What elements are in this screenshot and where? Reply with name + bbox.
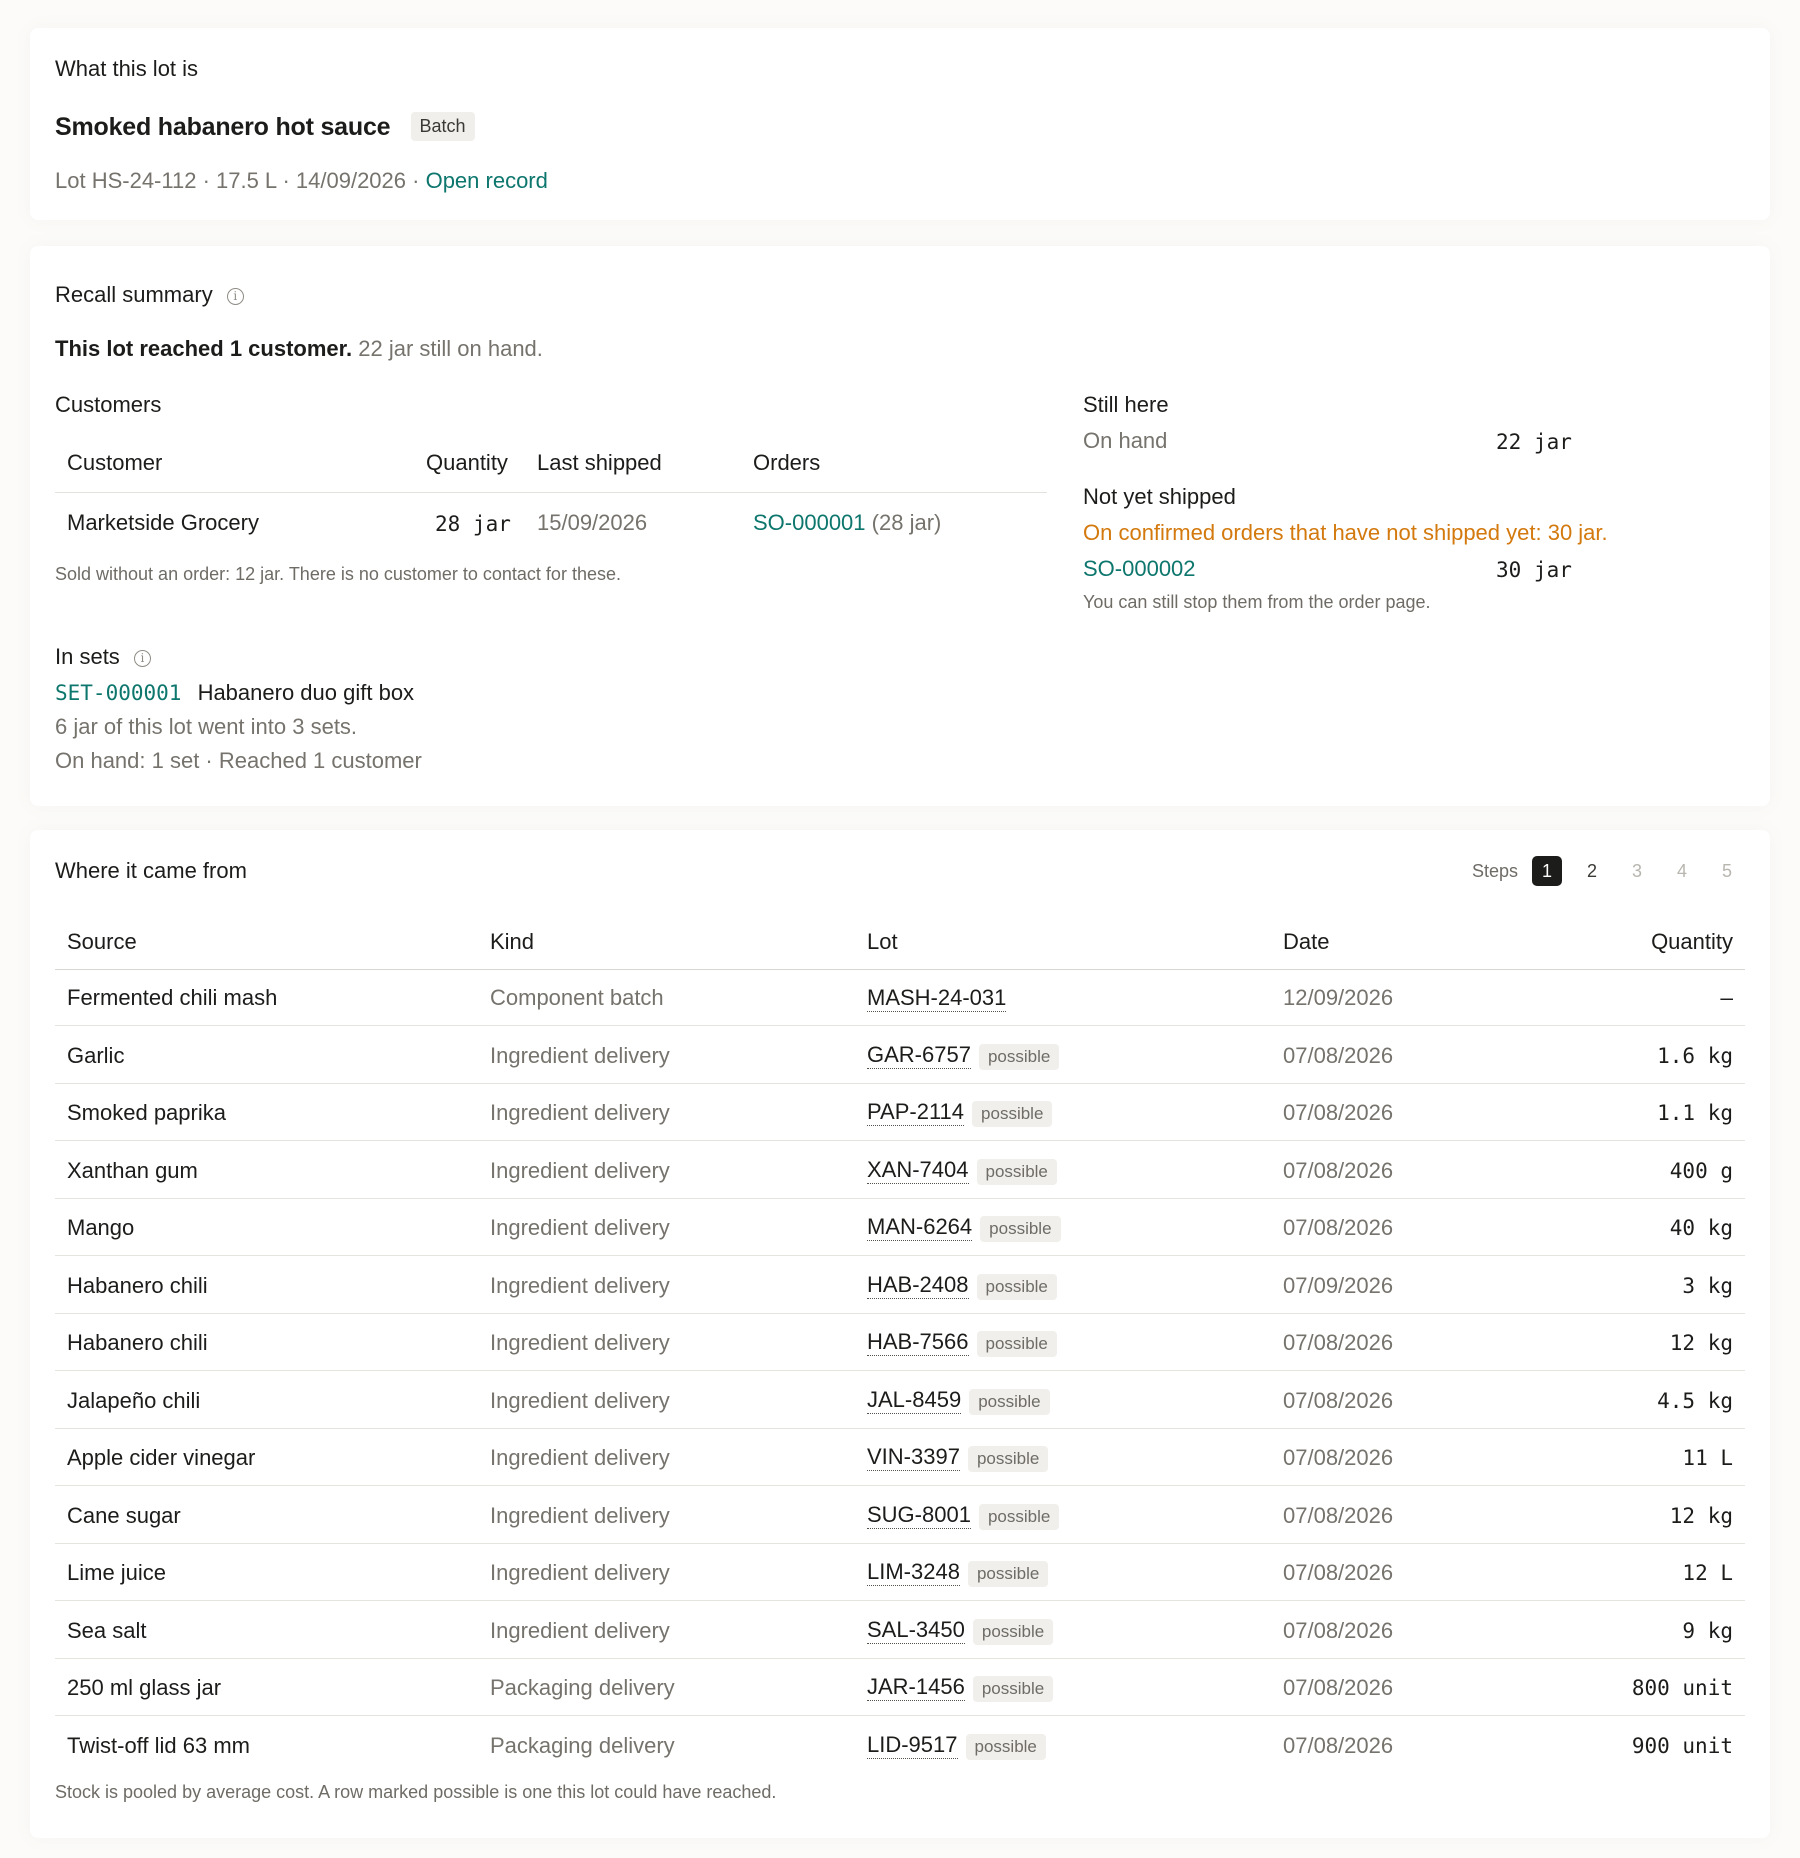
- possible-badge: possible: [980, 1216, 1060, 1242]
- source-kind: Ingredient delivery: [490, 1215, 670, 1240]
- source-name: Fermented chili mash: [67, 985, 278, 1010]
- source-lot-cell: [867, 1674, 1053, 1702]
- recall-heading: [55, 282, 244, 308]
- customer-name: Marketside Grocery: [67, 510, 259, 535]
- possible-badge: possible: [973, 1619, 1053, 1645]
- lot-meta: Lot HS-24-112 · 17.5 L · 14/09/2026 ·: [55, 168, 420, 193]
- steps-pager: [1472, 856, 1742, 886]
- table-row: [55, 1660, 1745, 1716]
- step-4[interactable]: 4: [1676, 861, 1687, 881]
- set-code-link[interactable]: SET-000001: [55, 681, 182, 705]
- lot-link[interactable]: LID-9517: [867, 1731, 958, 1757]
- step-3[interactable]: 3: [1631, 861, 1642, 881]
- order-link[interactable]: SO-000001: [753, 510, 866, 535]
- table-row: [55, 1603, 1745, 1659]
- source-date: 07/08/2026: [1283, 1157, 1394, 1183]
- col-quantity: Quantity: [426, 450, 508, 475]
- table-row: [55, 1488, 1745, 1544]
- recall-headline-bold: This lot reached 1 customer.: [55, 336, 353, 361]
- source-date: 07/08/2026: [1283, 1732, 1394, 1758]
- possible-badge: possible: [973, 1676, 1053, 1702]
- source-name: Habanero chili: [67, 1330, 208, 1355]
- source-lot-cell: [867, 1272, 1057, 1300]
- source-name: Apple cider vinegar: [67, 1445, 256, 1470]
- possible-badge: possible: [979, 1504, 1059, 1530]
- row-divider: [55, 1083, 1745, 1084]
- lot-link[interactable]: SAL-3450: [867, 1616, 965, 1642]
- source-kind: Ingredient delivery: [490, 1157, 670, 1183]
- source-name: Habanero chili: [67, 1272, 208, 1298]
- source-name: Twist-off lid 63 mm: [67, 1732, 250, 1758]
- on-hand-label: On hand: [1083, 428, 1168, 453]
- source-quantity: 1.1 kg: [1657, 1101, 1733, 1125]
- lot-info-heading: What this lot is: [55, 56, 199, 81]
- possible-badge: possible: [969, 1389, 1049, 1415]
- source-date: 07/08/2026: [1283, 1042, 1394, 1068]
- source-quantity: –: [1720, 986, 1733, 1010]
- source-date: 12/09/2026: [1283, 985, 1394, 1010]
- step-1[interactable]: 1: [1532, 856, 1562, 886]
- source-name: Sea salt: [67, 1617, 147, 1643]
- lot-link[interactable]: VIN-3397: [867, 1444, 960, 1469]
- col-quantity: Quantity: [1651, 929, 1733, 954]
- source-name: Garlic: [67, 1042, 125, 1068]
- recall-summary-card: [30, 246, 1770, 806]
- source-lot-cell: [867, 1387, 1050, 1415]
- col-last-shipped: Last shipped: [537, 450, 662, 475]
- row-divider: [55, 1658, 1745, 1659]
- kind-badge: Batch: [411, 112, 475, 141]
- row-divider: [55, 1543, 1745, 1544]
- lot-link[interactable]: LIM-3248: [867, 1559, 960, 1584]
- product-name: Smoked habanero hot sauce: [55, 113, 391, 141]
- customers-divider: [55, 492, 1047, 493]
- table-row: [55, 1028, 1745, 1084]
- source-quantity: 12 kg: [1669, 1503, 1733, 1528]
- sets-heading-text: In sets: [55, 644, 120, 669]
- row-divider: [55, 1025, 1745, 1026]
- row-divider: [55, 1600, 1745, 1601]
- possible-badge: possible: [977, 1274, 1057, 1300]
- source-kind: Packaging delivery: [490, 1732, 675, 1758]
- table-row: [55, 1315, 1745, 1371]
- lot-link[interactable]: HAB-2408: [867, 1271, 969, 1297]
- row-divider: [55, 1370, 1745, 1371]
- source-quantity: 11 L: [1682, 1446, 1733, 1470]
- recall-headline: [55, 336, 543, 362]
- source-quantity: 4.5 kg: [1657, 1388, 1733, 1413]
- source-lot-cell: [867, 1502, 1059, 1530]
- source-quantity: 12 kg: [1669, 1331, 1733, 1355]
- lot-link[interactable]: HAB-7566: [867, 1329, 969, 1354]
- source-quantity: 900 unit: [1631, 1733, 1733, 1758]
- source-quantity: 400 g: [1669, 1158, 1733, 1183]
- source-name: Jalapeño chili: [67, 1387, 201, 1413]
- possible-badge: possible: [966, 1734, 1046, 1760]
- set-name: Habanero duo gift box: [197, 680, 415, 705]
- source-quantity: 1.6 kg: [1657, 1043, 1733, 1068]
- possible-badge: possible: [972, 1101, 1052, 1127]
- table-row: [55, 1143, 1745, 1199]
- source-name: Mango: [67, 1215, 135, 1240]
- source-date: 07/08/2026: [1283, 1675, 1394, 1700]
- row-divider: [55, 1485, 1745, 1486]
- source-date: 07/08/2026: [1283, 1215, 1394, 1240]
- table-row: [55, 1258, 1745, 1314]
- source-quantity: 3 kg: [1682, 1273, 1733, 1298]
- lot-link[interactable]: JAR-1456: [867, 1674, 965, 1699]
- source-kind: Ingredient delivery: [490, 1042, 670, 1068]
- sources-footnote: Stock is pooled by average cost. A row marked possible is one this lot could have reached.: [55, 1782, 777, 1802]
- recall-headline-rest: 22 jar still on hand.: [358, 336, 543, 361]
- not-shipped-note: You can still stop them from the order page.: [1083, 592, 1431, 612]
- lot-link[interactable]: JAL-8459: [867, 1386, 962, 1412]
- step-2[interactable]: 2: [1586, 861, 1597, 881]
- pending-order-link[interactable]: SO-000002: [1083, 556, 1196, 581]
- table-row: [55, 1200, 1745, 1256]
- source-kind: Ingredient delivery: [490, 1502, 670, 1528]
- table-row: [55, 1718, 1745, 1774]
- col-source: Source: [67, 929, 137, 954]
- sets-line1: 6 jar of this lot went into 3 sets.: [55, 714, 358, 739]
- col-date: Date: [1283, 929, 1330, 954]
- col-customer: Customer: [67, 450, 163, 475]
- source-lot-cell: [867, 1444, 1048, 1472]
- still-here-heading: Still here: [1083, 392, 1169, 417]
- possible-badge: possible: [979, 1044, 1059, 1070]
- source-name: 250 ml glass jar: [67, 1675, 222, 1700]
- table-row: [55, 1545, 1745, 1601]
- source-lot-cell: [867, 1617, 1053, 1645]
- row-divider: [55, 1255, 1745, 1256]
- source-quantity: 9 kg: [1682, 1618, 1733, 1643]
- lot-link[interactable]: SUG-8001: [867, 1501, 971, 1527]
- lot-link[interactable]: GAR-6757: [867, 1041, 971, 1067]
- lot-info-card: [30, 28, 1770, 220]
- lot-link[interactable]: MASH-24-031: [867, 985, 1007, 1010]
- source-name: Xanthan gum: [67, 1157, 198, 1183]
- source-lot-cell: [867, 1099, 1052, 1127]
- table-row: [55, 1085, 1745, 1141]
- source-date: 07/08/2026: [1283, 1330, 1394, 1355]
- lot-link[interactable]: MAN-6264: [867, 1214, 973, 1239]
- source-kind: Ingredient delivery: [490, 1617, 670, 1643]
- sources-card: [30, 830, 1770, 1838]
- source-lot-cell: [867, 1732, 1046, 1760]
- source-kind: Ingredient delivery: [490, 1560, 670, 1585]
- source-date: 07/08/2026: [1283, 1100, 1394, 1125]
- source-kind: Component batch: [490, 985, 664, 1010]
- possible-badge: possible: [977, 1331, 1057, 1357]
- source-kind: Ingredient delivery: [490, 1387, 670, 1413]
- col-lot: Lot: [867, 929, 898, 954]
- source-quantity: 12 L: [1682, 1561, 1733, 1585]
- source-date: 07/08/2026: [1283, 1560, 1394, 1585]
- table-row: [55, 970, 1745, 1026]
- step-5[interactable]: 5: [1721, 861, 1732, 881]
- source-lot-cell: [867, 1214, 1061, 1242]
- source-name: Smoked paprika: [67, 1100, 226, 1125]
- customer-quantity: 28 jar: [435, 512, 511, 536]
- not-yet-shipped-heading: Not yet shipped: [1083, 484, 1236, 509]
- col-kind: Kind: [490, 929, 535, 954]
- row-divider: [55, 1198, 1745, 1199]
- order-qty: (28 jar): [871, 510, 942, 535]
- source-kind: Packaging delivery: [490, 1675, 675, 1700]
- source-date: 07/08/2026: [1283, 1445, 1394, 1470]
- sets-line2: On hand: 1 set · Reached 1 customer: [55, 748, 422, 773]
- source-quantity: 800 unit: [1631, 1676, 1733, 1700]
- recall-heading-text: Recall summary: [55, 282, 213, 307]
- source-kind: Ingredient delivery: [490, 1330, 670, 1355]
- source-date: 07/09/2026: [1283, 1272, 1394, 1298]
- source-lot-cell: [867, 1157, 1057, 1185]
- sources-heading: Where it came from: [55, 858, 247, 883]
- col-orders: Orders: [753, 450, 821, 475]
- source-lot-cell: [867, 985, 1006, 1011]
- info-icon[interactable]: i: [134, 650, 151, 667]
- pending-order-qty: 30 jar: [1496, 558, 1572, 582]
- row-divider: [55, 1313, 1745, 1314]
- source-kind: Ingredient delivery: [490, 1100, 670, 1125]
- source-name: Cane sugar: [67, 1502, 181, 1528]
- customers-heading: Customers: [55, 392, 162, 417]
- row-divider: [55, 1715, 1745, 1716]
- customer-last-shipped: 15/09/2026: [537, 510, 648, 535]
- possible-badge: possible: [968, 1446, 1048, 1472]
- sets-heading: [55, 644, 151, 670]
- open-record-link[interactable]: Open record: [425, 168, 548, 193]
- lot-link[interactable]: PAP-2114: [867, 1099, 965, 1124]
- customers-note: Sold without an order: 12 jar. There is no customer to contact for these.: [55, 564, 621, 584]
- possible-badge: possible: [977, 1159, 1057, 1185]
- source-quantity: 40 kg: [1669, 1216, 1733, 1240]
- source-lot-cell: [867, 1042, 1059, 1070]
- source-date: 07/08/2026: [1283, 1617, 1394, 1643]
- source-kind: Ingredient delivery: [490, 1445, 670, 1470]
- source-lot-cell: [867, 1329, 1057, 1357]
- source-lot-cell: [867, 1559, 1048, 1587]
- source-kind: Ingredient delivery: [490, 1272, 670, 1298]
- row-divider: [55, 1140, 1745, 1141]
- row-divider: [55, 1428, 1745, 1429]
- info-icon[interactable]: i: [227, 288, 244, 305]
- table-row: [55, 1430, 1745, 1486]
- sources-header-row: [55, 914, 1745, 970]
- possible-badge: possible: [968, 1561, 1048, 1587]
- not-shipped-warning: On confirmed orders that have not shipped yet: 30 jar.: [1083, 520, 1608, 545]
- lot-link[interactable]: XAN-7404: [867, 1156, 969, 1182]
- source-name: Lime juice: [67, 1560, 167, 1585]
- table-row: [55, 1373, 1745, 1429]
- source-date: 07/08/2026: [1283, 1387, 1394, 1413]
- steps-label: Steps: [1471, 860, 1518, 881]
- source-date: 07/08/2026: [1283, 1502, 1394, 1528]
- on-hand-value: 22 jar: [1496, 430, 1572, 454]
